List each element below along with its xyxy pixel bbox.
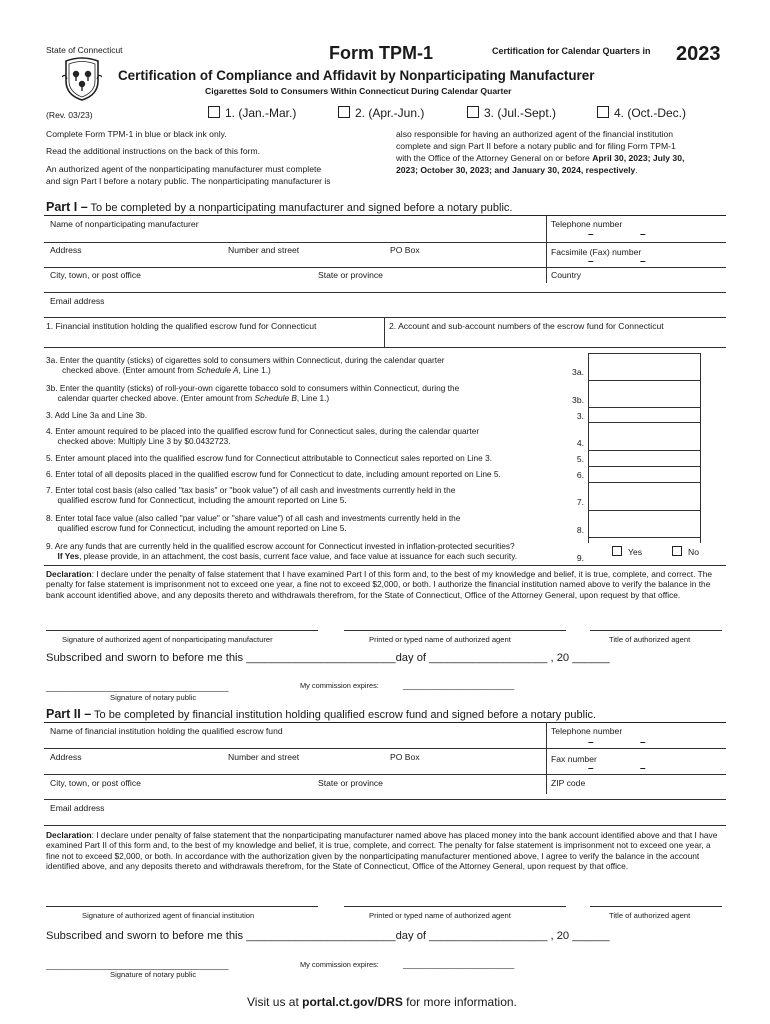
p2-address-field[interactable]	[48, 763, 542, 773]
p1-phone-label: Telephone number	[551, 219, 623, 229]
quarter-3-checkbox[interactable]	[467, 106, 479, 118]
p2-fax-label: Fax number	[551, 754, 597, 764]
p2-commission-line: _________________________	[403, 960, 515, 969]
p1-fax-label: Facsimile (Fax) number	[551, 247, 642, 257]
p2-printed-name-field[interactable]	[344, 893, 566, 905]
line-5-num: 5.	[576, 454, 584, 464]
line-9: 9. Are any funds that are currently held in the qualified escrow account for Connecticut invested in inflation-protected securities? If Yes, please provide, in an attachment, the cost basis, current face value, and face value at issuance for each such security.	[46, 541, 518, 561]
instr-right-2: complete and sign Part II before a notary public and for filing Form TPM-1	[396, 141, 676, 151]
year: 2023	[676, 43, 721, 65]
p2-city-field[interactable]	[48, 789, 542, 798]
quarter-4-checkbox[interactable]	[597, 106, 609, 118]
p1-name-field[interactable]	[48, 232, 542, 242]
line-7-num: 7.	[576, 497, 584, 507]
line-3b-field[interactable]	[590, 382, 698, 406]
instr-right-4: 2023; October 30, 2023; and January 30, 2024, respectively.	[396, 165, 638, 175]
line-8-field[interactable]	[590, 512, 698, 536]
p1-commission-line: _________________________	[403, 681, 515, 690]
p1-line2-label: 2. Account and sub-account numbers of the escrow fund for Connecticut	[389, 321, 664, 331]
line-3a-num: 3a.	[572, 367, 584, 377]
quarter-1-checkbox[interactable]	[208, 106, 220, 118]
p1-sig-label: Signature of authorized agent of nonparticipating manufacturer	[62, 635, 273, 644]
p1-notary-label: Signature of notary public	[110, 693, 197, 702]
p1-name-label: Name of nonparticipating manufacturer	[50, 219, 199, 229]
line-4: 4. Enter amount required to be placed into the qualified escrow fund for Connecticut sales, during the calendar quarter checked above: Multiply Line 3 by $0.0432723.	[46, 426, 480, 446]
instr-right-3: with the Office of the Attorney General on or before April 30, 2023; July 30,	[396, 153, 685, 163]
part1-heading: Part I – To be completed by a nonparticipating manufacturer and signed before a notary public.	[46, 200, 513, 214]
p1-title-label: Title of authorized agent	[609, 635, 691, 644]
p2-phone-field[interactable]	[550, 738, 722, 748]
form-title: Form TPM-1	[329, 43, 434, 63]
quarter-2-label: 2. (Apr.-Jun.)	[355, 106, 425, 120]
instr-right-1: also responsible for having an authorized agent of the financial institution	[396, 129, 674, 139]
p1-notary-line: _________________________________________	[46, 683, 229, 692]
p1-address-label: Address	[50, 245, 82, 255]
line-7: 7. Enter total cost basis (also called "tax basis" or "book value") of all cash and investments currently held in the qualified escrow fund for Connecticut, including the amount reported on Line 5.	[46, 485, 456, 505]
p2-commission: My commission expires:	[300, 960, 379, 969]
line-6: 6. Enter total of all deposits placed in the qualified escrow fund for Connecticut to date, including amount reported on Line 5.	[46, 469, 501, 479]
p1-street-label: Number and street	[228, 245, 300, 255]
p1-line2-field[interactable]	[389, 333, 723, 345]
p1-email-field[interactable]	[48, 307, 722, 316]
quarter-1-label: 1. (Jan.-Mar.)	[225, 106, 297, 120]
p1-declaration: Declaration: I declare under the penalty of false statement that I have examined Part I of this form and, to the best of my knowledge and belief, it is true, complete, and correct. The penalty for false statement is imprisonment not to exceed one year, a fine not to exceed $2,000, or both. I authorize the financial institution named above to verify the balance in the bank account identified above, and any deposits thereto and withdrawals therefrom, for the State of Connecticut, Office of the Attorney General, upon request by that office.	[46, 569, 713, 600]
p2-zip-label: ZIP code	[551, 778, 586, 788]
p2-street-label: Number and street	[228, 752, 300, 762]
state-label: State of Connecticut	[46, 45, 123, 55]
line-3-field[interactable]	[590, 409, 698, 421]
p2-email-field[interactable]	[48, 814, 722, 823]
line-9-num: 9.	[576, 553, 584, 563]
p1-city-label: City, town, or post office	[50, 270, 141, 280]
p2-city-label: City, town, or post office	[50, 778, 141, 788]
line-9-no-checkbox[interactable]	[672, 546, 682, 556]
p2-pobox-label: PO Box	[390, 752, 420, 762]
rev-label: (Rev. 03/23)	[46, 110, 93, 120]
p2-title-label: Title of authorized agent	[609, 911, 691, 920]
p1-line1-label: 1. Financial institution holding the qualified escrow fund for Connecticut	[46, 321, 317, 331]
line-4-num: 4.	[576, 438, 584, 448]
line-5: 5. Enter amount placed into the qualified escrow fund for Connecticut attributable to Connecticut sales reported on Line 3.	[46, 453, 492, 463]
p2-sworn: Subscribed and sworn to before me this ________________________day of ___________________ , 20 ______	[46, 930, 610, 942]
part2-heading: Part II – To be completed by financial institution holding qualified escrow fund and signed before a notary public.	[46, 707, 597, 721]
p1-sworn: Subscribed and sworn to before me this ________________________day of ___________________ , 20 ______	[46, 652, 610, 664]
line-3b: 3b. Enter the quantity (sticks) of roll-your-own cigarette tobacco sold to consumers within Connecticut, during the calendar quarter checked above. (Enter amount from Schedule B, Line 1.)	[46, 383, 460, 403]
p1-commission: My commission expires:	[300, 681, 379, 690]
p1-phone-field[interactable]	[550, 230, 722, 242]
p2-name-label: Name of financial institution holding the qualified escrow fund	[50, 726, 283, 736]
line-6-field[interactable]	[590, 468, 698, 480]
p1-country-label: Country	[551, 270, 582, 280]
p1-line1-field[interactable]	[46, 333, 380, 345]
subtitle: Cigarettes Sold to Consumers Within Connecticut During Calendar Quarter	[205, 86, 512, 96]
p2-signature-field[interactable]	[46, 893, 318, 905]
line-3a: 3a. Enter the quantity (sticks) of cigarettes sold to consumers within Connecticut, during the calendar quarter checked above. (Enter amount from Schedule A, Line 1.)	[46, 355, 445, 375]
p1-pobox-label: PO Box	[390, 245, 420, 255]
p1-email-label: Email address	[50, 296, 105, 306]
ct-seal-icon	[62, 57, 102, 101]
p1-title-field[interactable]	[590, 617, 722, 629]
instr-agent-1: An authorized agent of the nonparticipating manufacturer must complete	[46, 164, 322, 174]
line-7-field[interactable]	[590, 484, 698, 508]
line-9-yes-label: Yes	[628, 547, 643, 557]
line-3a-field[interactable]	[590, 355, 698, 379]
p1-state-label: State or province	[318, 270, 383, 280]
line-3: 3. Add Line 3a and Line 3b.	[46, 410, 148, 420]
instr-ink: Complete Form TPM-1 in blue or black ink only.	[46, 129, 227, 139]
p2-notary-line: _________________________________________	[46, 961, 229, 970]
p1-address-field[interactable]	[48, 256, 542, 266]
p2-fax-field[interactable]	[550, 764, 722, 774]
main-title: Certification of Compliance and Affidavit by Nonparticipating Manufacturer	[118, 68, 595, 83]
line-8: 8. Enter total face value (also called "par value" or "share value") of all cash and investments currently held in the qualified escrow fund for Connecticut, including the amount reported on Line 5.	[46, 513, 461, 533]
p2-phone-label: Telephone number	[551, 726, 623, 736]
line-6-num: 6.	[576, 470, 584, 480]
footer-link[interactable]: portal.ct.gov/DRS	[302, 995, 403, 1009]
p2-email-label: Email address	[50, 803, 105, 813]
footer-text: Visit us at portal.ct.gov/DRS for more information.	[247, 995, 517, 1009]
line-9-no-label: No	[688, 547, 699, 557]
p1-fax-field[interactable]	[550, 256, 722, 267]
p2-address-label: Address	[50, 752, 82, 762]
p2-sig-label: Signature of authorized agent of financial institution	[82, 911, 255, 920]
quarter-2-checkbox[interactable]	[338, 106, 350, 118]
line-4-field[interactable]	[590, 424, 698, 448]
instr-agent-2: and sign Part I before a notary public. The nonparticipating manufacturer is	[46, 176, 331, 186]
instr-read: Read the additional instructions on the back of this form.	[46, 146, 261, 156]
line-8-num: 8.	[576, 525, 584, 535]
p2-name-field[interactable]	[48, 738, 542, 748]
p1-signature-field[interactable]	[46, 617, 318, 629]
line-3-num: 3.	[576, 411, 584, 421]
p2-title-field[interactable]	[590, 893, 722, 905]
cert-label: Certification for Calendar Quarters in	[492, 46, 651, 56]
quarter-3-label: 3. (Jul.-Sept.)	[484, 106, 557, 120]
line-5-field[interactable]	[590, 452, 698, 464]
line-9-yes-checkbox[interactable]	[612, 546, 622, 556]
p2-printed-label: Printed or typed name of authorized agent	[369, 911, 511, 920]
p1-printed-label: Printed or typed name of authorized agent	[369, 635, 511, 644]
p2-declaration: Declaration: I declare under penalty of false statement that the nonparticipating manufacturer named above has placed money into the bank account identified above and that I have examined Part II of this form and, to the best of my knowledge and belief, it is true, complete, and correct. The penalty for false statement is imprisonment not to exceed one year, a fine not to exceed $2,000, or both. In accordance with the authorization given by the nonparticipating manufacturer mentioned above, I agree to verify the balance in the account identified above, and any deposits thereto and withdrawals therefrom, for the State of Connecticut, Office of the Attorney General, upon request by that office.	[46, 830, 718, 872]
p1-city-field[interactable]	[48, 281, 542, 290]
p1-printed-name-field[interactable]	[344, 617, 566, 629]
quarter-4-label: 4. (Oct.-Dec.)	[614, 106, 687, 120]
p2-notary-label: Signature of notary public	[110, 970, 197, 979]
p2-state-label: State or province	[318, 778, 383, 788]
line-3b-num: 3b.	[572, 395, 584, 405]
